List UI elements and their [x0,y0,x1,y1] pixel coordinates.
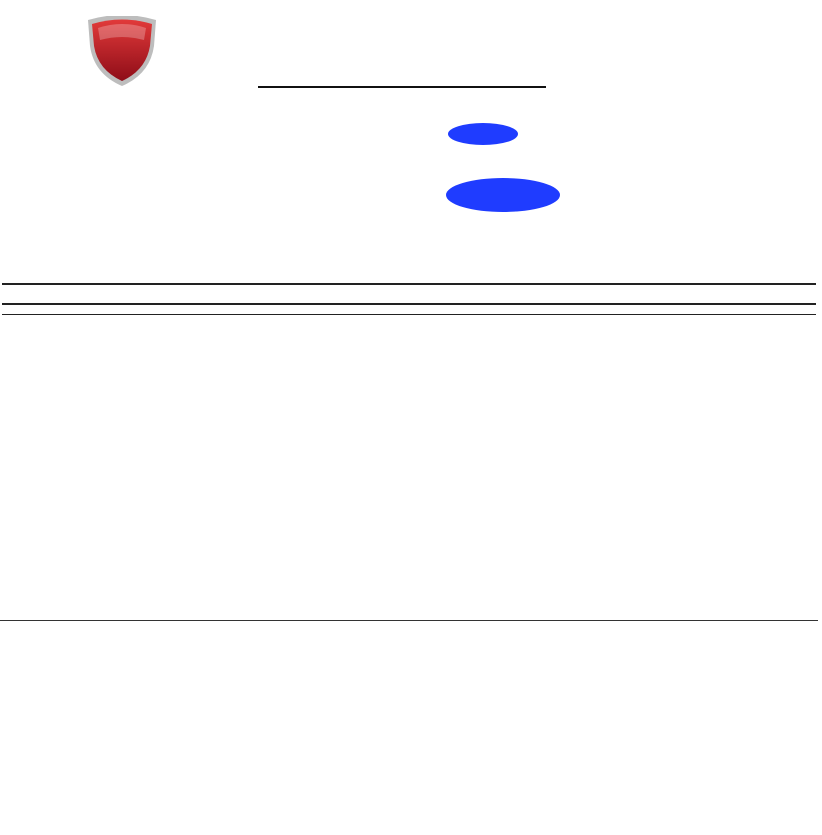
redacted-customer [448,123,518,145]
document-title [258,40,546,88]
notes-section [0,620,818,835]
total-row [2,283,816,305]
redacted-mobile [446,178,560,212]
ducati-logo [84,16,160,88]
